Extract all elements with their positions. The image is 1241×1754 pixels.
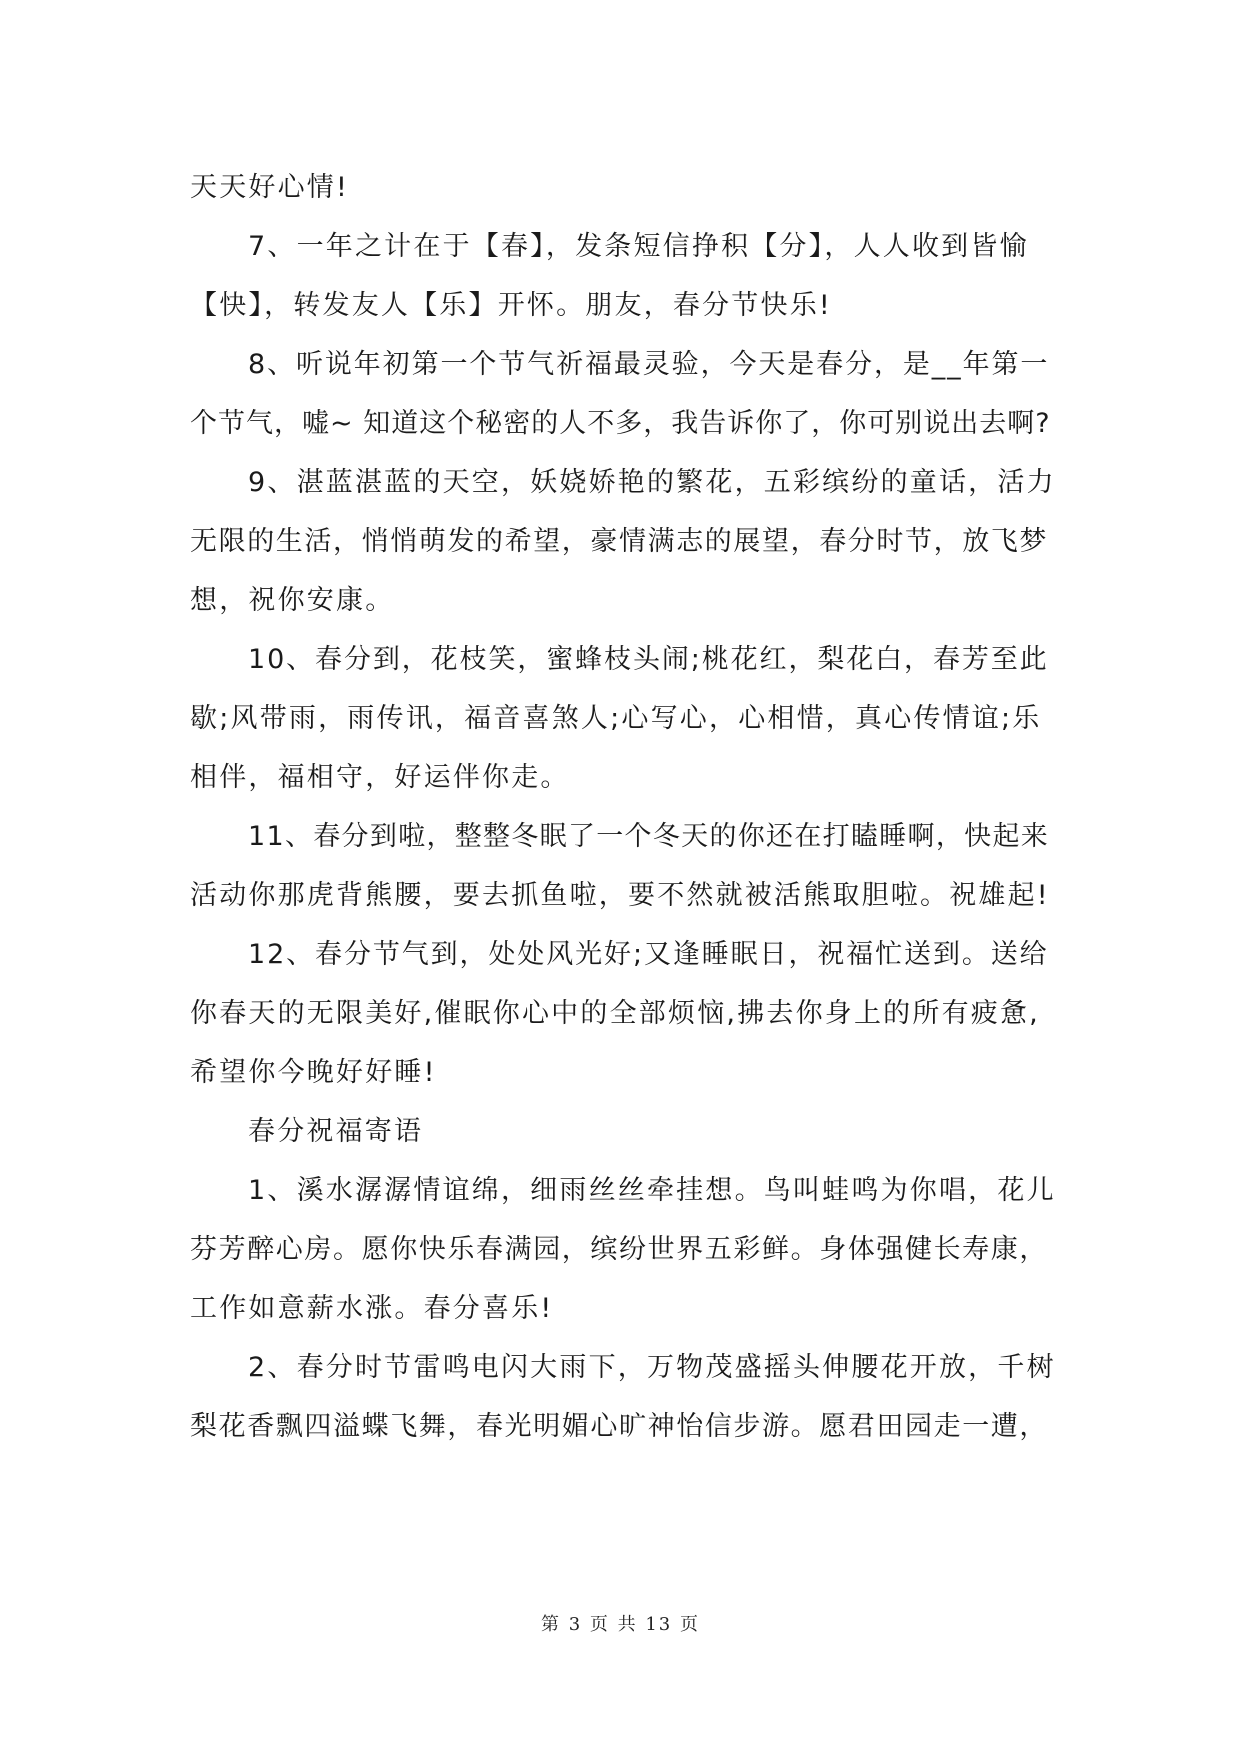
text-line: 相伴，福相守，好运伴你走。 [190,762,570,793]
text-line: 你春天的无限美好,催眠你心中的全部烦恼,拂去你身上的所有疲惫, [190,998,1040,1029]
text-line: 7、一年之计在于【春】，发条短信挣积【分】，人人收到皆愉 [248,231,1029,262]
text-line: 10、春分到，花枝笑，蜜蜂枝头闹;桃花红，梨花白，春芳至此 [248,644,1049,675]
text-line: 梨花香飘四溢蝶飞舞，春光明媚心旷神怡信步游。愿君田园走一遭， [190,1411,1048,1442]
text-line: 【快】，转发友人【乐】开怀。朋友，春分节快乐! [190,290,832,321]
text-line: 希望你今晚好好睡! [190,1057,437,1088]
text-line: 芬芳醉心房。愿你快乐春满园，缤纷世界五彩鲜。身体强健长寿康， [190,1234,1048,1265]
text-line: 11、春分到啦，整整冬眠了一个冬天的你还在打瞌睡啊，快起来 [248,821,1050,852]
text-line: 工作如意薪水涨。春分喜乐! [190,1293,554,1324]
text-line: 无限的生活，悄悄萌发的希望，豪情满志的展望，春分时节，放飞梦 [190,526,1048,557]
text-line: 活动你那虎背熊腰，要去抓鱼啦，要不然就被活熊取胆啦。祝雄起! [190,880,1050,911]
text-line: 12、春分节气到，处处风光好;又逢睡眠日，祝福忙送到。送给 [248,939,1049,970]
page-footer: 第 3 页 共 13 页 [541,1614,700,1635]
text-line: 想，祝你安康。 [190,585,395,616]
text-line: 9、湛蓝湛蓝的天空，妖娆娇艳的繁花，五彩缤纷的童话，活力 [248,467,1056,498]
text-line: 8、听说年初第一个节气祈福最灵验，今天是春分，是__年第一 [248,349,1050,380]
text-line: 歇;风带雨，雨传讯，福音喜煞人;心写心，心相惜，真心传情谊;乐 [190,703,1042,734]
text-line: 个节气，嘘~ 知道这个秘密的人不多，我告诉你了，你可别说出去啊? [190,408,1051,439]
text-line: 春分祝福寄语 [248,1116,424,1147]
document-body [190,158,1056,1456]
text-line: 2、春分时节雷鸣电闪大雨下，万物茂盛摇头伸腰花开放，千树 [248,1352,1056,1383]
text-line: 天天好心情! [190,172,350,203]
text-line: 1、溪水潺潺情谊绵，细雨丝丝牵挂想。鸟叫蛙鸣为你唱，花儿 [248,1175,1056,1206]
